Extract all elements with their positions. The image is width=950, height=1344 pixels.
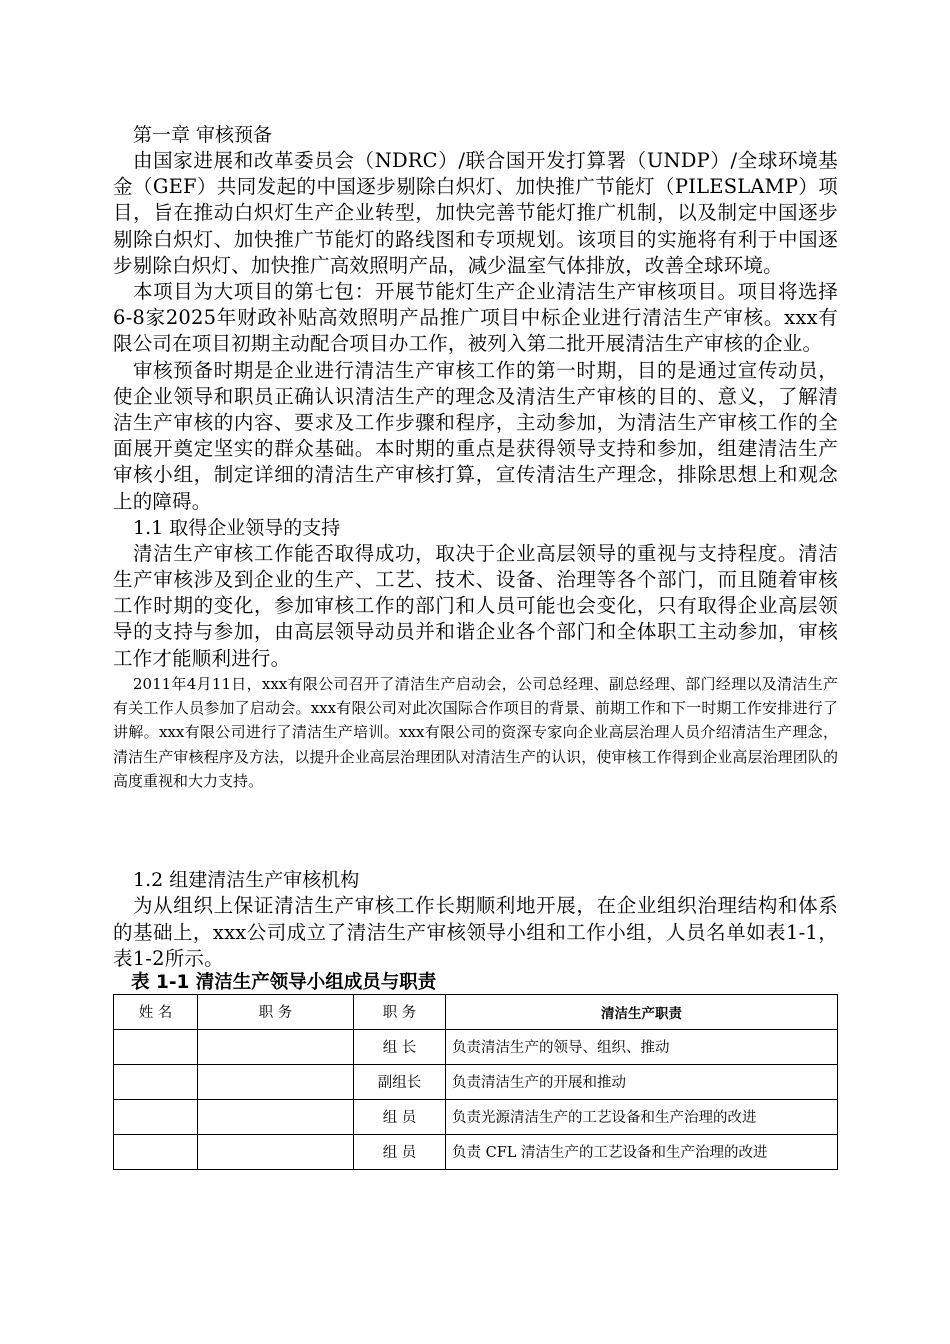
table-header-row [114,994,838,1029]
cell-role: 组 员 [354,1134,446,1169]
paragraph-kickoff: 2011年4月11日，xxx有限公司召开了清洁生产启动会，公司总经理、副总经理、部门经理以及清洁生产有关工作人员参加了启动会。xxx有限公司对此次国际合作项目的背景、前期工作和下一时期工作安排进行了讲解。xxx有限公司进行了清洁生产培训。xxx有限公司的资深专家向企业高层治理人员介绍清洁生产理念，清洁生产审核程序及方法，以提升企业高层治理团队对清洁生产的认识，使审核工作得到企业高层治理团队的高度重视和大力支持。 [113,674,838,791]
cell-responsibility: 负责 CFL 清洁生产的工艺设备和生产治理的改进 [446,1134,838,1169]
leadership-table [113,994,838,1170]
section-heading-1-1: 1.1 取得企业领导的支持 [133,516,341,539]
cell-position [198,1099,354,1134]
cell-role: 副组长 [354,1064,446,1099]
cell-responsibility: 负责清洁生产的领导、组织、推动 [446,1029,838,1064]
paragraph-organization: 为从组织上保证清洁生产审核工作长期顺利地开展，在企业组织治理结构和体系的基础上，xxx公司成立了清洁生产审核领导小组和工作小组，人员名单如表1-1，表1-2所示。 [113,894,838,970]
cell-position [198,1134,354,1169]
chapter-title: 第一章 审核预备 [133,124,273,146]
table-row [114,1064,838,1099]
cell-role: 组 长 [354,1029,446,1064]
table-caption: 表 1-1 清洁生产领导小组成员与职责 [131,971,437,993]
header-name: 姓 名 [114,994,198,1029]
paragraph-leadership: 清洁生产审核工作能否取得成功，取决于企业高层领导的重视与支持程度。清洁生产审核涉及到企业的生产、工艺、技术、设备、治理等各个部门，而且随着审核工作时期的变化，参加审核工作的部门和人员可能也会变化，只有取得企业高层领导的支持与参加，由高层领导动员并和谐企业各个部门和全体职工主动参加，审核工作才能顺利进行。 [113,541,838,670]
cell-position [198,1064,354,1099]
paragraph-preparation: 审核预备时期是企业进行清洁生产审核工作的第一时期，目的是通过宣传动员，使企业领导和职员正确认识清洁生产的理念及清洁生产审核的目的、意义，了解清洁生产审核的内容、要求及工作步骤和程序，主动参加，为清洁生产审核工作的全面展开奠定坚实的群众基础。本时期的重点是获得领导支持和参加，组建清洁生产审核小组，制定详细的清洁生产审核打算，宣传清洁生产理念，排除思想上和观念上的障碍。 [113,358,838,513]
paragraph-intro: 由国家进展和改革委员会（NDRC）/联合国开发打算署（UNDP）/全球环境基金（GEF）共同发起的中国逐步剔除白炽灯、加快推广节能灯（PILESLAMP）项目，旨在推动白炽灯生产企业转型，加快完善节能灯推广机制，以及制定中国逐步剔除白炽灯、加快推广节能灯的路线图和专项规划。该项目的实施将有利于中国逐步剔除白炽灯、加快推广高效照明产品，减少温室气体排放，改善全球环境。 [113,149,838,277]
cell-position [198,1029,354,1064]
header-role: 职 务 [354,994,446,1029]
cell-name [114,1029,198,1064]
table-row [114,1099,838,1134]
table-row [114,1134,838,1169]
document-page [113,122,838,1170]
cell-name [114,1134,198,1169]
cell-role: 组 员 [354,1099,446,1134]
cell-name [114,1064,198,1099]
section-heading-1-2: 1.2 组建清洁生产审核机构 [133,869,360,892]
paragraph-project: 本项目为大项目的第七包：开展节能灯生产企业清洁生产审核项目。项目将选择6-8家2025年财政补贴高效照明产品推广项目中标企业进行清洁生产审核。xxx有限公司在项目初期主动配合项目办工作，被列入第二批开展清洁生产审核的企业。 [113,280,838,356]
table-row [114,1029,838,1064]
header-position: 职 务 [198,994,354,1029]
header-responsibility: 清洁生产职责 [446,994,838,1029]
cell-name [114,1099,198,1134]
cell-responsibility: 负责光源清洁生产的工艺设备和生产治理的改进 [446,1099,838,1134]
cell-responsibility: 负责清洁生产的开展和推动 [446,1064,838,1099]
